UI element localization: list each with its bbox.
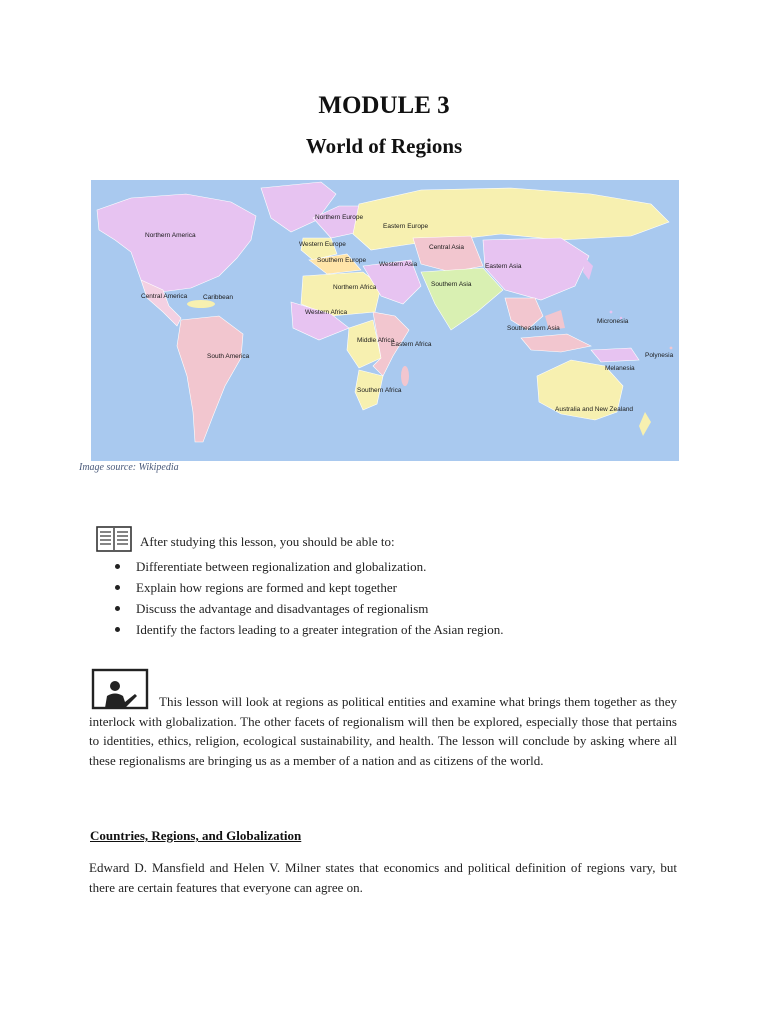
region-label: Micronesia: [597, 318, 629, 325]
world-regions-map: [91, 180, 679, 461]
list-item: Discuss the advantage and disadvantages of regionalism: [112, 598, 503, 619]
region-label: Eastern Africa: [391, 341, 432, 348]
region-label: Western Europe: [299, 241, 346, 248]
body-paragraph: Edward D. Mansfield and Helen V. Milner states that economics and political definition of regions vary, but there are certain features that everyone can agree on.: [89, 860, 677, 895]
region-label: Melanesia: [605, 365, 635, 372]
objectives-intro-text: After studying this lesson, you should be able to:: [140, 534, 395, 549]
region-label: South America: [207, 353, 250, 360]
region-label: Eastern Europe: [383, 223, 429, 230]
region-label: Western Asia: [379, 261, 418, 268]
map-caption: Image source: Wikipedia: [79, 462, 179, 473]
region-label: Southern Europe: [317, 257, 367, 264]
region-label: Southern Asia: [431, 281, 472, 288]
objectives-list: [112, 556, 503, 640]
section-heading: Countries, Regions, and Globalization: [90, 828, 302, 843]
book-icon: [96, 526, 132, 557]
region-label: Australia and New Zealand: [555, 406, 634, 413]
region-label: Western Africa: [305, 309, 348, 316]
region-label: Southern Africa: [357, 387, 402, 394]
region-label: Central Asia: [429, 244, 465, 251]
page-subtitle: World of Regions: [305, 134, 463, 158]
region-label: Polynesia: [645, 352, 674, 359]
region-label: Northern America: [145, 232, 196, 239]
list-item: Explain how regions are formed and kept together: [112, 577, 503, 598]
list-item: Differentiate between regionalization and globalization.: [112, 556, 503, 577]
region-label: Middle Africa: [357, 337, 395, 344]
objectives-intro: [96, 526, 696, 556]
region-label: Northern Africa: [333, 284, 377, 291]
lesson-overview-paragraph: This lesson will look at regions as political entities and examine what brings them together as they interlock with globalization. The other facets of regionalism will then be explored, especially those that pertains to identities, ethics, religion, ecological sustainability, and health. The lesson will conclude by asking where all these regionalisms are bringing us as a member of a nation and as citizens of the world.: [89, 694, 677, 768]
page-title: MODULE 3: [318, 92, 450, 119]
region-label: Eastern Asia: [485, 263, 522, 270]
region-label: Caribbean: [203, 294, 233, 301]
region-label: Northern Europe: [315, 214, 364, 221]
region-label: Central America: [141, 293, 188, 300]
list-item: Identify the factors leading to a greater integration of the Asian region.: [112, 619, 503, 640]
region-label: Southeastern Asia: [507, 325, 560, 332]
